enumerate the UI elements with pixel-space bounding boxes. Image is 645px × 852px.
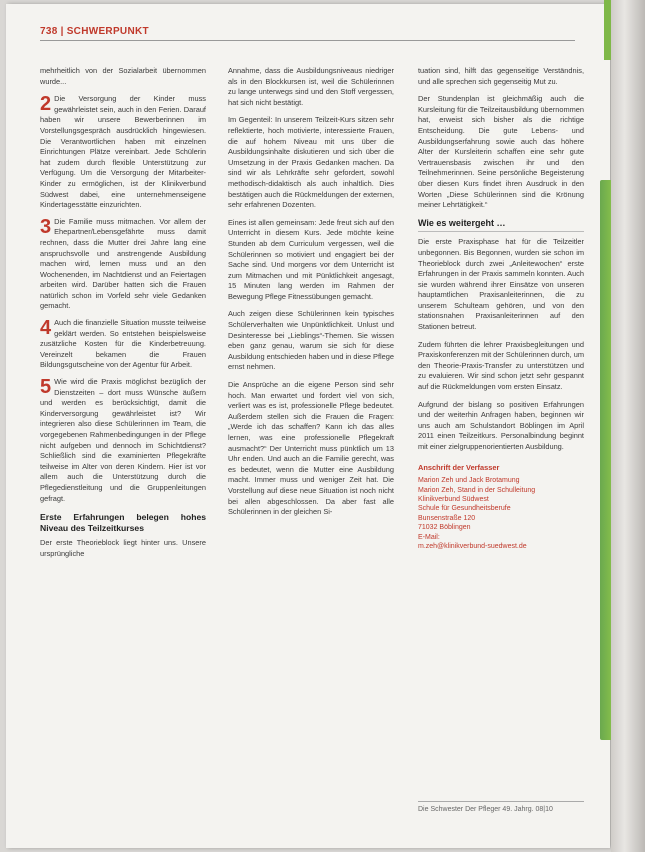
step-3 (40, 217, 206, 312)
address-line: Schule für Gesundheitsberufe (418, 505, 511, 513)
subheading: Erste Erfahrungen belegen hohes Niveau des Teilzeitkurses (40, 512, 206, 534)
section-title: SCHWERPUNKT (66, 26, 149, 37)
step-4 (40, 318, 206, 371)
address-line: E-Mail: (418, 533, 440, 541)
column-3 (418, 66, 584, 551)
step-text: Auch die finanzielle Situation musste teilweise geklärt werden. So entstehen beispielsweise zusätzliche Kosten für die Kinderbetreuung. Vereinzelt bekamen die Frauen Bildungsgutscheine von der Agentur für Arbeit. (40, 318, 206, 370)
step-text: Die Versorgung der Kinder muss gewährleistet sein, auch in den Ferien. Darauf haben wir unsere Bewerberinnen im Vorstellungsgespräch ausdrücklich hingewiesen. Die Verantwortlichen haben mit einzelnen Einrichtungen Plätze vereinbart. Jede Schülerin hat zudem durch flexible Unterstützung zur Verfügung. Um die Versorgung der Mitarbeiter-Kinder zu ermöglichen, ist der Klinikverbund Südwest dabei, eine unternehmenseigene Kindertagesstätte einzurichten. (40, 94, 206, 210)
col2-paragraph: Auch zeigen diese Schülerinnen kein typisches Schülerverhalten wie Unpünktlichkeit. Unlust und Desinteresse bei „Lieblings“-Themen. Sie wissen eben ganz genau, warum sie sich für diese Ausbildung entschieden haben und in diese Pflege ernst nehmen. (228, 309, 395, 372)
page-number: 738 (40, 26, 58, 37)
col1-intro: mehrheitlich von der Sozialarbeit übernommen wurde... (40, 66, 206, 86)
col3-paragraph: tuation sind, hilft das gegenseitige Verständnis, und alle sprechen sich gegenseitig Mut zu. (418, 66, 584, 86)
address-title: Anschrift der Verfasser (418, 462, 500, 472)
col3-paragraph: Die erste Praxisphase hat für die Teilzeitler unbegonnen. Bis Begonnen, wurden sie schon im Theorieblock durch zwei „Anleitewochen“ erste Erfahrungen in der Praxis sammeln konnten. Auch sie wurden während ihrer Einsätze von unseren hauptamtlichen Praxisanleiterinnen, die zu unserem Schulteam gehören, und von den stationsnahen Praxisanleiterinnen auf den Stationen betreut. (418, 237, 584, 332)
address-line: Bunsenstraße 120 (418, 514, 476, 522)
col2-paragraph: Annahme, dass die Ausbildungsniveaus niedriger als in den Blockkursen ist, weil die Schülerinnen zu lange unterwegs sind und den Stoff vergessen, hat sich nicht bestätigt. (228, 66, 394, 107)
step-number: 2 (40, 93, 52, 116)
column-2 (228, 66, 394, 525)
page-footer: Die Schwester Der Pfleger 49. Jahrg. 08|10 (418, 806, 553, 813)
step-number: 3 (40, 215, 52, 238)
step-text: Die Familie muss mitmachen. Vor allem der Ehepartner/Lebensgefährte muss damit rechnen, dass die Mutter drei Jahre lang eine anspruchsvolle und anstrengende Ausbildung machen wird, lernen muss und an den Wochenenden, im Nachtdienst und an Feiertagen arbeiten wird. Darüber hatten sich die Frauen natürlich schon im Vorfeld sehr viele Gedanken gemacht. (40, 216, 206, 311)
section-heading: Wie es weitergeht … (418, 217, 506, 228)
email-link[interactable]: m.zeh@klinikverbund-suedwest.de (418, 543, 527, 551)
col3-paragraph: Der Stundenplan ist gleichmäßig auch die Kursleitung für die Teilzeitausbildung übernommen hat, erweist sich bisher als die richtige Entscheidung. Die gute Lebens- und Ausbildungserfahrung sowie auch das höhere Alter der Kursleiterin schaffen eine sehr gute Vertrauensbasis zwischen ihr und den Teilnehmerinnen. Seine persönliche Begeisterung über diesen Kurs findet ihren Ausdruck in den Worten „Diese Schülerinnen sind die Krönung meiner Lehrtätigkeit.“ (418, 94, 584, 210)
step-text: Wie wird die Praxis möglichst bezüglich der Dienstzeiten – dort muss Wünsche äußern und werden es berücksichtigt, damit die Kinderversorgung gewährleistet ist? Wir integrieren also diese Schülerinnen im Team, die vorgegebenen Rahmenbedingungen in der Pflege nicht aufgeben und dennoch im Schichtdienst? Schließlich sind die examinierten Pflegekräfte teilweise im Alter von deren Kindern. Hier ist vor allem auch die Unterstützung durch die Pflegedienstleitung und die Gruppenleitungen gefragt. (40, 377, 206, 503)
step-2 (40, 94, 206, 211)
step-5 (40, 377, 206, 504)
header-rule (40, 40, 575, 41)
column-1 (40, 66, 206, 566)
col3-paragraph: Aufgrund der bislang so positiven Erfahrungen und der weiterhin Anfragen haben, beginnen wir uns auch am Schulstandort Böblingen im April 2011 einen Teilzeitkurs. Personalbindung beginnt mit einer zielgruppenorientierten Ausbildung. (418, 399, 584, 451)
footer-rule (418, 801, 584, 802)
col2-paragraph: Eines ist allen gemeinsam: Jede freut sich auf den Unterricht in diesem Kurs. Jede möchte keine Stunden ab dem Curriculum vergessen, weil die Schülerinnen so motiviert und engagiert bei der Sache sind. Und morgens vor dem Unterricht ist zum Mitmachen und mit Pünktlichkeit angesagt, 15 Minuten lang werden im Rahmen der Bewegung Pflege Fitnessübungen gemacht. (228, 217, 394, 301)
col3-paragraph: Zudem führten die lehrer Praxisbegleitungen und Praxiskonferenzen mit der Schülerinnen durch, um den Theorie-Praxis-Transfer zu unterstützen und zu evaluieren. Wir sind schon jetzt sehr gespannt auf die Rückmeldungen vom ersten Einsatz. (418, 339, 584, 392)
step-number: 4 (40, 317, 52, 340)
step-number: 5 (40, 376, 52, 399)
running-head: 738 | SCHWERPUNKT (40, 26, 149, 37)
address-line: 71032 Böblingen (418, 524, 471, 532)
col2-paragraph: Die Ansprüche an die eigene Person sind sehr hoch. Man erwartet und fordert viel von sich, verliert was es ist, professionelle Pflege bedeutet. Außerdem stellen sich die Frauen die Fragen: „Werde ich das schaffen? Kann ich das alles lernen, was eine professionelle Pflegekraft ausmacht?“ Der Unterricht muss pünktlich um 13 Uhr enden. Und auch an die Familie gerecht, was es bedeutet, wenn die Mutter eine Ausbildung macht. Immer muss und weniger Zeit hat. Die Vorstellung auf diese neue Situation ist noch nicht bei allen abgeschlossen. Da aber fast alle Schülerinnen in der gleichen Si- (228, 380, 394, 517)
address-line: Marion Zeh, Stand in der Schulleitung (418, 486, 536, 494)
author-address-box (418, 463, 584, 552)
col1-closing: Der erste Theorieblock liegt hinter uns. Unsere ursprüngliche (40, 538, 206, 558)
binding-gutter (611, 0, 645, 852)
address-line: Klinikverbund Südwest (418, 496, 489, 503)
col2-paragraph: Im Gegenteil: In unserem Teilzeit-Kurs sitzen sehr reflektierte, hoch motivierte, interessierte Frauen, die auf hohem Niveau mit uns über die Ausbildungsinhalte diskutieren und sich über die Umsetzung in der Praxis Gedanken machen. Da sind wir als Lehrkräfte sehr gefordert, sowohl methodisch-didaktisch als auch inhaltlich. Dies bestätigen auch die Rückmeldungen der externen, sehr erfahrenen Dozenten. (228, 115, 394, 210)
heading-rule (418, 231, 584, 232)
address-line: Marion Zeh und Jack Brotamung (418, 477, 520, 485)
